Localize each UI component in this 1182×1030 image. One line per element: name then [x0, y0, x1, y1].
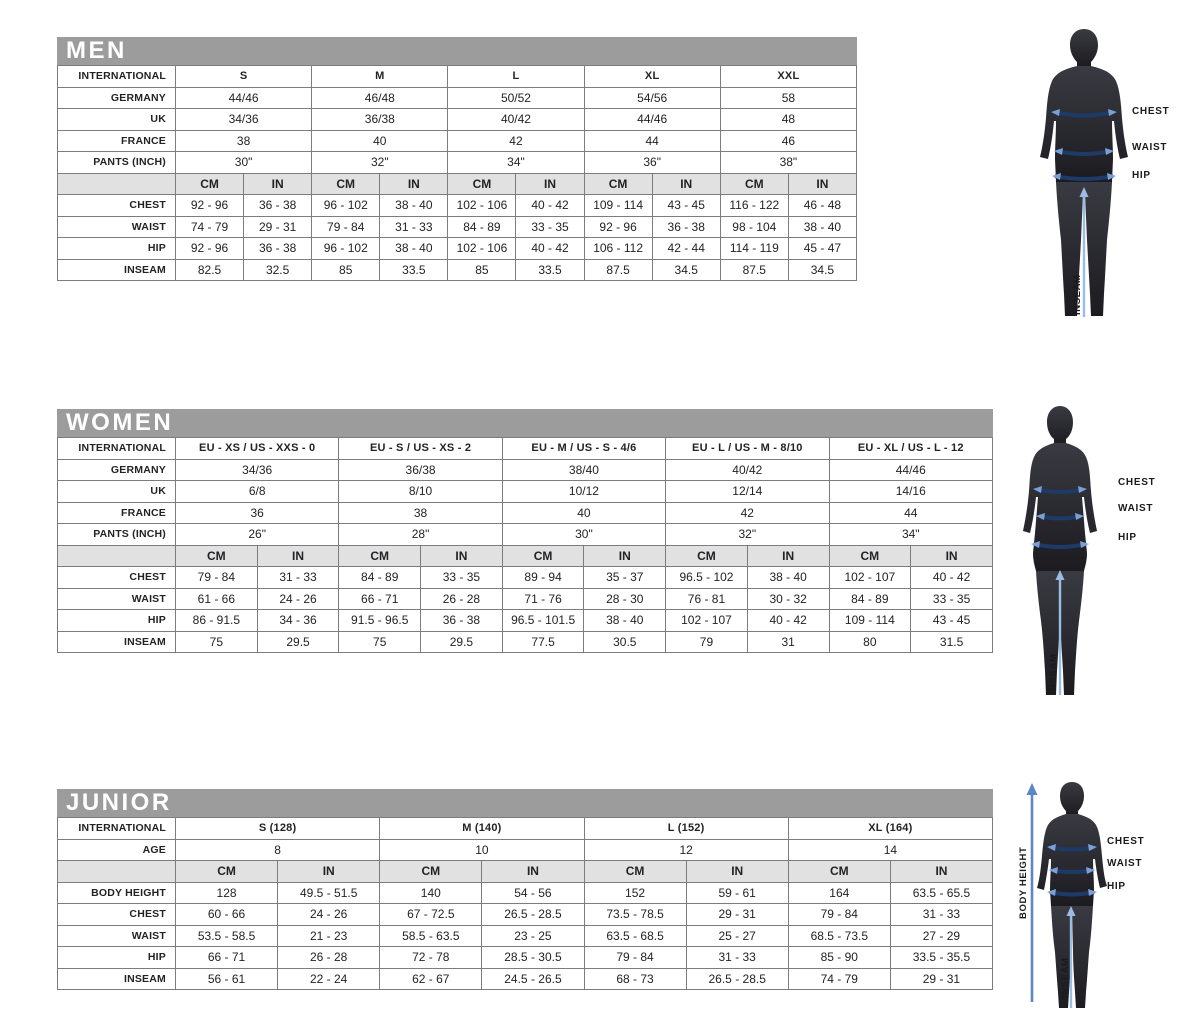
- cm-value-cell: 140: [380, 882, 482, 904]
- inseam-label: INSEAM: [1072, 274, 1083, 315]
- size-value-cell: 10/12: [502, 481, 665, 503]
- in-value-cell: 54 - 56: [482, 882, 584, 904]
- size-value-cell: 50/52: [448, 87, 584, 109]
- cm-value-cell: 152: [584, 882, 686, 904]
- size-value-cell: 34/36: [176, 109, 312, 131]
- cm-unit-header: CM: [176, 861, 278, 883]
- size-header-cell: L (152): [584, 818, 788, 840]
- row-label: CHEST: [58, 567, 176, 589]
- size-value-cell: 40: [312, 130, 448, 152]
- cm-value-cell: 68.5 - 73.5: [788, 925, 890, 947]
- in-value-cell: 29.5: [257, 631, 339, 653]
- cm-value-cell: 96.5 - 102: [666, 567, 748, 589]
- cm-value-cell: 80: [829, 631, 911, 653]
- cm-unit-header: CM: [502, 545, 584, 567]
- row-label: FRANCE: [58, 130, 176, 152]
- size-header-cell: XL (164): [788, 818, 992, 840]
- in-value-cell: 29 - 31: [686, 904, 788, 926]
- in-value-cell: 45 - 47: [788, 238, 856, 260]
- size-value-cell: 28": [339, 524, 502, 546]
- in-value-cell: 34.5: [652, 259, 720, 281]
- unit-row-label: [58, 173, 176, 195]
- in-value-cell: 40 - 42: [747, 610, 829, 632]
- chest-label: CHEST: [1107, 836, 1145, 847]
- in-value-cell: 34 - 36: [257, 610, 339, 632]
- row-label: INSEAM: [58, 259, 176, 281]
- in-value-cell: 31 - 33: [257, 567, 339, 589]
- men-section-title: MEN: [57, 37, 857, 65]
- in-value-cell: 42 - 44: [652, 238, 720, 260]
- cm-unit-header: CM: [584, 173, 652, 195]
- in-value-cell: 36 - 38: [652, 216, 720, 238]
- size-value-cell: 38/40: [502, 459, 665, 481]
- size-value-cell: 34/36: [176, 459, 339, 481]
- men-size-table: [57, 65, 857, 281]
- in-value-cell: 32.5: [244, 259, 312, 281]
- body-height-label: BODY HEIGHT: [1018, 846, 1029, 919]
- size-value-cell: 48: [720, 109, 856, 131]
- size-header-cell: EU - XL / US - L - 12: [829, 438, 993, 460]
- in-value-cell: 35 - 37: [584, 567, 666, 589]
- cm-value-cell: 84 - 89: [829, 588, 911, 610]
- junior-section-title: JUNIOR: [57, 789, 993, 817]
- size-value-cell: 40: [502, 502, 665, 524]
- in-value-cell: 29 - 31: [890, 968, 992, 990]
- in-value-cell: 43 - 45: [911, 610, 993, 632]
- in-unit-header: IN: [244, 173, 312, 195]
- cm-value-cell: 75: [339, 631, 421, 653]
- in-unit-header: IN: [747, 545, 829, 567]
- in-value-cell: 28 - 30: [584, 588, 666, 610]
- cm-value-cell: 98 - 104: [720, 216, 788, 238]
- size-value-cell: 44: [829, 502, 993, 524]
- in-value-cell: 38 - 40: [584, 610, 666, 632]
- in-value-cell: 26 - 28: [278, 947, 380, 969]
- in-value-cell: 33 - 35: [516, 216, 584, 238]
- cm-unit-header: CM: [176, 545, 258, 567]
- in-value-cell: 33.5: [516, 259, 584, 281]
- waist-label: WAIST: [1132, 142, 1168, 153]
- row-label: BODY HEIGHT: [58, 882, 176, 904]
- cm-value-cell: 116 - 122: [720, 195, 788, 217]
- size-header-cell: EU - S / US - XS - 2: [339, 438, 502, 460]
- cm-value-cell: 79 - 84: [312, 216, 380, 238]
- size-value-cell: 54/56: [584, 87, 720, 109]
- row-label: FRANCE: [58, 502, 176, 524]
- size-header-cell: EU - M / US - S - 4/6: [502, 438, 665, 460]
- row-label: CHEST: [58, 904, 176, 926]
- size-header-cell: S (128): [176, 818, 380, 840]
- hip-label: HIP: [1107, 881, 1126, 892]
- cm-value-cell: 86 - 91.5: [176, 610, 258, 632]
- in-value-cell: 63.5 - 65.5: [890, 882, 992, 904]
- men-size-chart: [57, 37, 857, 281]
- cm-value-cell: 72 - 78: [380, 947, 482, 969]
- in-value-cell: 29 - 31: [244, 216, 312, 238]
- cm-value-cell: 67 - 72.5: [380, 904, 482, 926]
- size-value-cell: 8: [176, 839, 380, 861]
- size-value-cell: 44/46: [584, 109, 720, 131]
- row-label: INSEAM: [58, 968, 176, 990]
- row-label: INTERNATIONAL: [58, 66, 176, 88]
- size-value-cell: 10: [380, 839, 584, 861]
- in-value-cell: 38 - 40: [380, 238, 448, 260]
- size-value-cell: 58: [720, 87, 856, 109]
- size-value-cell: 26": [176, 524, 339, 546]
- in-value-cell: 21 - 23: [278, 925, 380, 947]
- in-value-cell: 38 - 40: [380, 195, 448, 217]
- hip-label: HIP: [1132, 170, 1151, 181]
- in-value-cell: 36 - 38: [244, 195, 312, 217]
- cm-unit-header: CM: [380, 861, 482, 883]
- cm-value-cell: 84 - 89: [448, 216, 516, 238]
- in-unit-header: IN: [890, 861, 992, 883]
- in-value-cell: 33 - 35: [911, 588, 993, 610]
- cm-value-cell: 85: [448, 259, 516, 281]
- size-header-cell: L: [448, 66, 584, 88]
- in-value-cell: 43 - 45: [652, 195, 720, 217]
- unit-row-label: [58, 545, 176, 567]
- row-label: UK: [58, 109, 176, 131]
- cm-value-cell: 74 - 79: [176, 216, 244, 238]
- in-unit-header: IN: [278, 861, 380, 883]
- size-value-cell: 36": [584, 152, 720, 174]
- size-value-cell: 44/46: [829, 459, 993, 481]
- cm-unit-header: CM: [312, 173, 380, 195]
- in-value-cell: 24 - 26: [257, 588, 339, 610]
- size-value-cell: 40/42: [666, 459, 829, 481]
- cm-value-cell: 96 - 102: [312, 238, 380, 260]
- cm-value-cell: 102 - 107: [666, 610, 748, 632]
- size-header-cell: S: [176, 66, 312, 88]
- junior-size-chart: [57, 789, 993, 990]
- cm-value-cell: 96.5 - 101.5: [502, 610, 584, 632]
- cm-value-cell: 87.5: [584, 259, 652, 281]
- junior-size-table: [57, 817, 993, 990]
- cm-value-cell: 92 - 96: [584, 216, 652, 238]
- size-value-cell: 36: [176, 502, 339, 524]
- women-section-title: WOMEN: [57, 409, 993, 437]
- in-value-cell: 23 - 25: [482, 925, 584, 947]
- women-size-table: [57, 437, 993, 653]
- cm-value-cell: 53.5 - 58.5: [176, 925, 278, 947]
- men-body-figure: [1036, 26, 1176, 324]
- in-value-cell: 36 - 38: [244, 238, 312, 260]
- size-value-cell: 36/38: [312, 109, 448, 131]
- cm-value-cell: 109 - 114: [584, 195, 652, 217]
- inseam-label: INSEAM: [1060, 957, 1071, 998]
- in-value-cell: 59 - 61: [686, 882, 788, 904]
- in-value-cell: 36 - 38: [421, 610, 503, 632]
- cm-value-cell: 79: [666, 631, 748, 653]
- in-value-cell: 28.5 - 30.5: [482, 947, 584, 969]
- in-unit-header: IN: [584, 545, 666, 567]
- in-unit-header: IN: [482, 861, 584, 883]
- unit-row-label: [58, 861, 176, 883]
- inseam-label: INSEAM: [1048, 653, 1059, 694]
- cm-unit-header: CM: [720, 173, 788, 195]
- in-value-cell: 34.5: [788, 259, 856, 281]
- cm-value-cell: 128: [176, 882, 278, 904]
- size-value-cell: 38: [176, 130, 312, 152]
- cm-unit-header: CM: [666, 545, 748, 567]
- in-value-cell: 38 - 40: [788, 216, 856, 238]
- in-value-cell: 33 - 35: [421, 567, 503, 589]
- in-value-cell: 30.5: [584, 631, 666, 653]
- size-value-cell: 14: [788, 839, 992, 861]
- cm-unit-header: CM: [176, 173, 244, 195]
- in-value-cell: 46 - 48: [788, 195, 856, 217]
- in-unit-header: IN: [686, 861, 788, 883]
- chest-label: CHEST: [1132, 106, 1170, 117]
- in-value-cell: 30 - 32: [747, 588, 829, 610]
- cm-value-cell: 66 - 71: [176, 947, 278, 969]
- size-value-cell: 42: [448, 130, 584, 152]
- row-label: AGE: [58, 839, 176, 861]
- in-value-cell: 33.5: [380, 259, 448, 281]
- cm-value-cell: 63.5 - 68.5: [584, 925, 686, 947]
- cm-value-cell: 76 - 81: [666, 588, 748, 610]
- cm-value-cell: 61 - 66: [176, 588, 258, 610]
- size-value-cell: 34": [448, 152, 584, 174]
- row-label: INTERNATIONAL: [58, 818, 176, 840]
- cm-value-cell: 75: [176, 631, 258, 653]
- row-label: HIP: [58, 947, 176, 969]
- size-value-cell: 36/38: [339, 459, 502, 481]
- in-unit-header: IN: [257, 545, 339, 567]
- cm-value-cell: 60 - 66: [176, 904, 278, 926]
- cm-value-cell: 71 - 76: [502, 588, 584, 610]
- in-value-cell: 26 - 28: [421, 588, 503, 610]
- waist-label: WAIST: [1107, 858, 1143, 869]
- size-value-cell: 42: [666, 502, 829, 524]
- row-label: WAIST: [58, 925, 176, 947]
- cm-value-cell: 79 - 84: [176, 567, 258, 589]
- cm-unit-header: CM: [339, 545, 421, 567]
- size-value-cell: 32": [666, 524, 829, 546]
- junior-body-figure: [1014, 780, 1174, 1022]
- row-label: CHEST: [58, 195, 176, 217]
- cm-value-cell: 102 - 106: [448, 238, 516, 260]
- row-label: UK: [58, 481, 176, 503]
- cm-value-cell: 102 - 107: [829, 567, 911, 589]
- in-value-cell: 24.5 - 26.5: [482, 968, 584, 990]
- cm-value-cell: 79 - 84: [788, 904, 890, 926]
- in-value-cell: 31 - 33: [380, 216, 448, 238]
- row-label: WAIST: [58, 216, 176, 238]
- size-value-cell: 32": [312, 152, 448, 174]
- row-label: PANTS (INCH): [58, 152, 176, 174]
- cm-value-cell: 74 - 79: [788, 968, 890, 990]
- size-header-cell: M: [312, 66, 448, 88]
- cm-unit-header: CM: [829, 545, 911, 567]
- cm-value-cell: 114 - 119: [720, 238, 788, 260]
- in-value-cell: 40 - 42: [911, 567, 993, 589]
- size-value-cell: 46: [720, 130, 856, 152]
- cm-value-cell: 164: [788, 882, 890, 904]
- cm-unit-header: CM: [448, 173, 516, 195]
- in-value-cell: 38 - 40: [747, 567, 829, 589]
- in-unit-header: IN: [380, 173, 448, 195]
- women-body-figure: [1008, 403, 1176, 703]
- cm-unit-header: CM: [788, 861, 890, 883]
- in-value-cell: 24 - 26: [278, 904, 380, 926]
- size-value-cell: 44: [584, 130, 720, 152]
- size-value-cell: 30": [176, 152, 312, 174]
- size-value-cell: 40/42: [448, 109, 584, 131]
- cm-value-cell: 102 - 106: [448, 195, 516, 217]
- row-label: WAIST: [58, 588, 176, 610]
- waist-label: WAIST: [1118, 503, 1154, 514]
- size-value-cell: 44/46: [176, 87, 312, 109]
- cm-value-cell: 85 - 90: [788, 947, 890, 969]
- cm-value-cell: 56 - 61: [176, 968, 278, 990]
- cm-value-cell: 66 - 71: [339, 588, 421, 610]
- cm-value-cell: 96 - 102: [312, 195, 380, 217]
- size-value-cell: 8/10: [339, 481, 502, 503]
- in-value-cell: 27 - 29: [890, 925, 992, 947]
- cm-value-cell: 87.5: [720, 259, 788, 281]
- size-value-cell: 38": [720, 152, 856, 174]
- size-value-cell: 46/48: [312, 87, 448, 109]
- row-label: PANTS (INCH): [58, 524, 176, 546]
- cm-value-cell: 82.5: [176, 259, 244, 281]
- cm-value-cell: 58.5 - 63.5: [380, 925, 482, 947]
- cm-value-cell: 92 - 96: [176, 238, 244, 260]
- row-label: HIP: [58, 610, 176, 632]
- cm-value-cell: 91.5 - 96.5: [339, 610, 421, 632]
- cm-value-cell: 79 - 84: [584, 947, 686, 969]
- cm-value-cell: 77.5: [502, 631, 584, 653]
- cm-value-cell: 68 - 73: [584, 968, 686, 990]
- size-header-cell: M (140): [380, 818, 584, 840]
- in-value-cell: 22 - 24: [278, 968, 380, 990]
- in-value-cell: 26.5 - 28.5: [686, 968, 788, 990]
- row-label: GERMANY: [58, 459, 176, 481]
- size-value-cell: 14/16: [829, 481, 993, 503]
- cm-value-cell: 109 - 114: [829, 610, 911, 632]
- size-header-cell: EU - XS / US - XXS - 0: [176, 438, 339, 460]
- cm-value-cell: 62 - 67: [380, 968, 482, 990]
- size-value-cell: 38: [339, 502, 502, 524]
- in-value-cell: 25 - 27: [686, 925, 788, 947]
- in-value-cell: 26.5 - 28.5: [482, 904, 584, 926]
- in-value-cell: 33.5 - 35.5: [890, 947, 992, 969]
- in-value-cell: 31 - 33: [890, 904, 992, 926]
- row-label: GERMANY: [58, 87, 176, 109]
- in-unit-header: IN: [421, 545, 503, 567]
- size-header-cell: XXL: [720, 66, 856, 88]
- in-value-cell: 31 - 33: [686, 947, 788, 969]
- size-header-cell: XL: [584, 66, 720, 88]
- in-value-cell: 29.5: [421, 631, 503, 653]
- in-value-cell: 31.5: [911, 631, 993, 653]
- in-value-cell: 40 - 42: [516, 195, 584, 217]
- size-value-cell: 30": [502, 524, 665, 546]
- women-size-chart: [57, 409, 993, 653]
- size-value-cell: 12: [584, 839, 788, 861]
- in-unit-header: IN: [516, 173, 584, 195]
- in-value-cell: 49.5 - 51.5: [278, 882, 380, 904]
- in-unit-header: IN: [911, 545, 993, 567]
- cm-value-cell: 92 - 96: [176, 195, 244, 217]
- cm-value-cell: 89 - 94: [502, 567, 584, 589]
- hip-label: HIP: [1118, 532, 1137, 543]
- row-label: INTERNATIONAL: [58, 438, 176, 460]
- cm-value-cell: 85: [312, 259, 380, 281]
- size-header-cell: EU - L / US - M - 8/10: [666, 438, 829, 460]
- cm-value-cell: 73.5 - 78.5: [584, 904, 686, 926]
- cm-value-cell: 84 - 89: [339, 567, 421, 589]
- in-value-cell: 40 - 42: [516, 238, 584, 260]
- cm-value-cell: 106 - 112: [584, 238, 652, 260]
- size-value-cell: 12/14: [666, 481, 829, 503]
- in-value-cell: 31: [747, 631, 829, 653]
- cm-unit-header: CM: [584, 861, 686, 883]
- size-value-cell: 34": [829, 524, 993, 546]
- chest-label: CHEST: [1118, 477, 1156, 488]
- size-value-cell: 6/8: [176, 481, 339, 503]
- in-unit-header: IN: [652, 173, 720, 195]
- row-label: HIP: [58, 238, 176, 260]
- row-label: INSEAM: [58, 631, 176, 653]
- in-unit-header: IN: [788, 173, 856, 195]
